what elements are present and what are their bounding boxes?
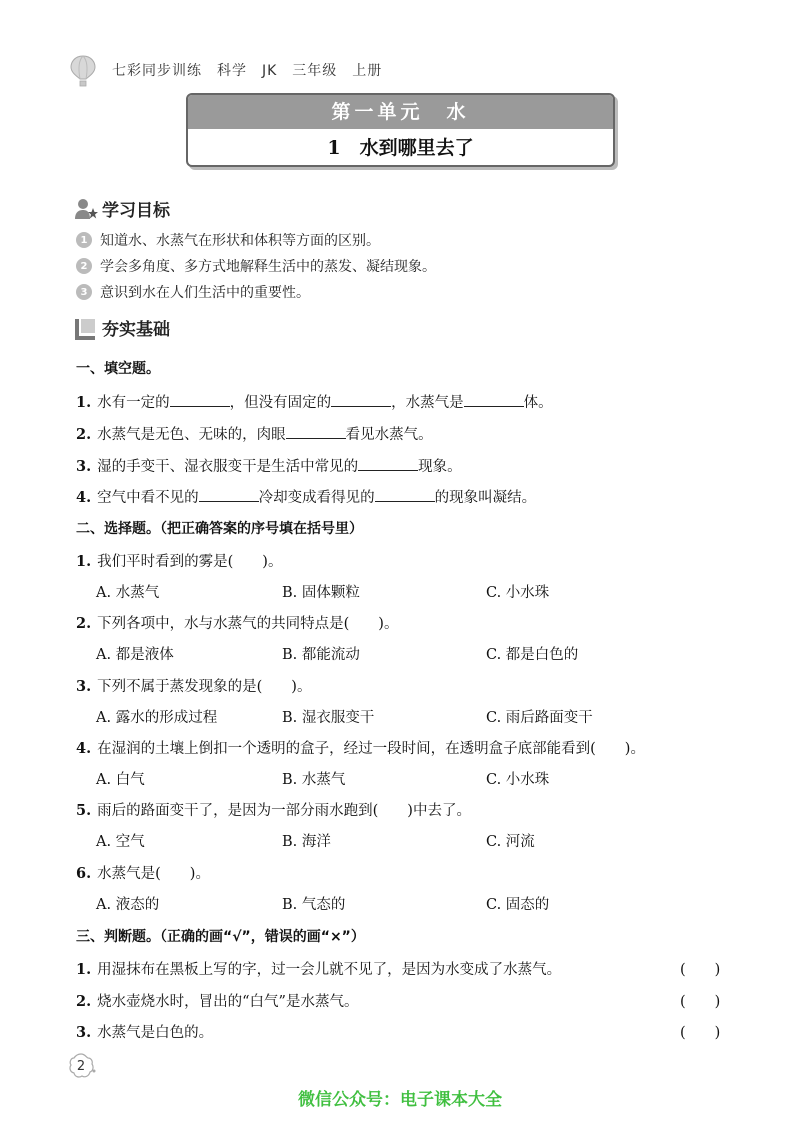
choice-question: 1. 我们平时看到的雾是( )。 (76, 553, 283, 570)
choice-option[interactable]: B. 都能流动 (282, 647, 360, 663)
fill-question-1: 1. 水有一定的 ，但没有固定的 ，水蒸气是 体。 (76, 394, 553, 411)
goal-text: 知道水、水蒸气在形状和体积等方面的区别。 (100, 233, 380, 249)
answer-parentheses[interactable]: ( ) (680, 1025, 721, 1041)
choice-question: 5. 雨后的路面变干了，是因为一部分雨水跑到( )中去了。 (76, 802, 471, 819)
choice-option[interactable]: C. 小水珠 (486, 772, 550, 788)
goal-text: 学会多角度、多方式地解释生活中的蒸发、凝结现象。 (100, 259, 436, 275)
goals-section-title (74, 196, 170, 221)
judge-question: 2. 烧水壶烧水时，冒出的“白气”是水蒸气。 (76, 993, 359, 1010)
choice-option[interactable]: C. 都是白色的 (486, 647, 579, 663)
answer-blank[interactable] (199, 488, 259, 502)
page-number-badge (66, 1051, 96, 1081)
choice-heading: 二、选择题。（把正确答案的序号填在括号里） (76, 521, 363, 537)
choice-question: 6. 水蒸气是( )。 (76, 865, 210, 882)
goal-item (76, 282, 310, 302)
choice-question: 2. 下列各项中，水与水蒸气的共同特点是( )。 (76, 615, 399, 632)
choice-option[interactable]: B. 气态的 (282, 897, 346, 913)
choice-option[interactable]: C. 固态的 (486, 897, 550, 913)
choice-option[interactable]: B. 海洋 (282, 834, 331, 850)
choice-option[interactable]: B. 固体颗粒 (282, 585, 360, 601)
student-star-icon (74, 197, 98, 221)
answer-parentheses[interactable]: ( ) (680, 962, 721, 978)
answer-blank[interactable] (375, 488, 435, 502)
fill-question-2: 2. 水蒸气是无色、无味的，肉眼 看见水蒸气。 (76, 426, 433, 443)
goal-item (76, 230, 380, 250)
choice-option[interactable]: A. 水蒸气 (96, 585, 160, 601)
answer-blank[interactable] (358, 457, 418, 471)
basics-section-title (74, 315, 170, 340)
goals-title-text: 学习目标 (102, 201, 170, 221)
choice-question: 4. 在湿润的土壤上倒扣一个透明的盒子，经过一段时间，在透明盒子底部能看到( )。 (76, 740, 645, 757)
choice-option[interactable]: A. 露水的形成过程 (96, 710, 218, 726)
unit-title-box (186, 93, 615, 167)
choice-option[interactable]: C. 河流 (486, 834, 535, 850)
answer-parentheses[interactable]: ( ) (680, 994, 721, 1010)
choice-option[interactable]: C. 雨后路面变干 (486, 710, 593, 726)
page-number: 2 (76, 1058, 86, 1074)
lesson-title: 1 水到哪里去了 (327, 137, 474, 159)
answer-blank[interactable] (464, 393, 524, 407)
folder-corner-icon (74, 316, 98, 340)
goal-item (76, 256, 436, 276)
choice-option[interactable]: A. 空气 (96, 834, 145, 850)
judge-question: 3. 水蒸气是白色的。 (76, 1024, 214, 1041)
running-header (72, 56, 382, 84)
goal-number: 2 (76, 258, 92, 274)
wechat-watermark: 微信公众号：电子课本大全 (298, 1090, 502, 1110)
choice-option[interactable]: B. 湿衣服变干 (282, 710, 375, 726)
goal-text: 意识到水在人们生活中的重要性。 (100, 285, 310, 301)
hot-air-balloon-icon (68, 54, 98, 88)
fill-question-4: 4. 空气中看不见的 冷却变成看得见的 的现象叫凝结。 (76, 489, 537, 506)
answer-blank[interactable] (331, 393, 391, 407)
unit-title: 第一单元 水 (188, 95, 613, 129)
choice-option[interactable]: A. 液态的 (96, 897, 160, 913)
choice-question: 3. 下列不属于蒸发现象的是( )。 (76, 678, 312, 695)
goal-number: 1 (76, 232, 92, 248)
choice-option[interactable]: A. 白气 (96, 772, 145, 788)
goal-number: 3 (76, 284, 92, 300)
choice-option[interactable]: A. 都是液体 (96, 647, 174, 663)
answer-blank[interactable] (170, 393, 230, 407)
choice-option[interactable]: C. 小水珠 (486, 585, 550, 601)
answer-blank[interactable] (286, 425, 346, 439)
header-text: 七彩同步训练 科学 JK 三年级 上册 (112, 63, 383, 79)
judge-question: 1. 用湿抹布在黑板上写的字，过一会儿就不见了，是因为水变成了水蒸气。 (76, 961, 562, 978)
fill-heading: 一、填空题。 (76, 361, 160, 377)
judge-heading: 三、判断题。（正确的画“√”，错误的画“×”） (76, 929, 365, 945)
basics-title-text: 夯实基础 (102, 320, 170, 340)
fill-question-3: 3. 湿的手变干、湿衣服变干是生活中常见的 现象。 (76, 458, 462, 475)
choice-option[interactable]: B. 水蒸气 (282, 772, 346, 788)
